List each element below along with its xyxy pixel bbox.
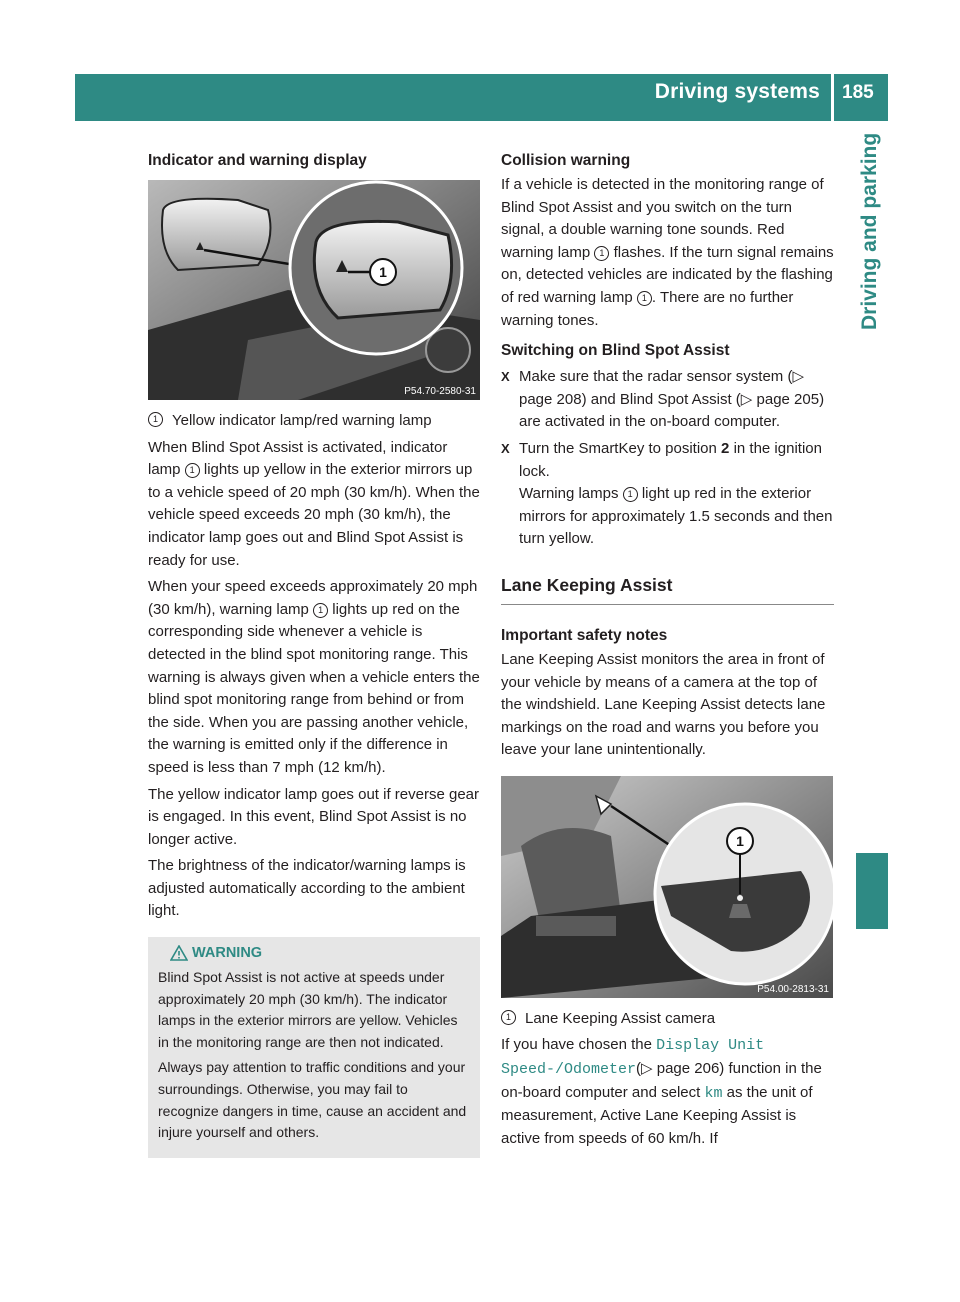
chapter-tab-marker xyxy=(856,853,888,929)
paragraph: If you have chosen the Display Unit Speed-/Odometer(▷ page 206) function in the on-board computer and select km as the unit of measurement, Active Lane Keeping Assist is active from speeds of 60 km/h. If xyxy=(501,1036,822,1147)
heading-collision-warning: Collision warning xyxy=(501,152,631,169)
instruction-step: X Turn the SmartKey to position 2 in the ignition lock. Warning lamps 1 light up red in the exterior mirrors for approximately 1.5 seconds and then turn yellow. xyxy=(501,439,833,548)
callout-ref-icon: 1 xyxy=(637,291,652,306)
heading-safety-notes: Important safety notes xyxy=(501,626,668,644)
display-text-mono: Display Unit Speed-/Odometer xyxy=(501,1037,765,1079)
warning-box xyxy=(148,937,480,1158)
figure-legend xyxy=(148,410,480,437)
figure-code: P54.00-2813-31 xyxy=(757,983,829,995)
step-arrow-icon: X xyxy=(501,369,510,385)
legend-text: Lane Keeping Assist camera xyxy=(525,1009,716,1027)
header-divider xyxy=(831,74,834,121)
legend-number-icon: 1 xyxy=(501,1010,516,1025)
display-text-mono: km xyxy=(704,1084,723,1102)
legend-text: Yellow indicator lamp/red warning lamp xyxy=(172,412,432,429)
section-title: Driving systems xyxy=(654,80,820,103)
heading-lane-keeping-assist: Lane Keeping Assist xyxy=(501,575,834,605)
warning-title: WARNING xyxy=(158,945,472,961)
chapter-tab: Driving and parking xyxy=(858,132,881,330)
interior-illustration xyxy=(501,776,833,998)
mirror-photo xyxy=(148,180,480,400)
heading-indicator-display: Indicator and warning display xyxy=(148,152,367,169)
callout-ref-icon: 1 xyxy=(594,246,609,261)
left-column xyxy=(148,150,480,1158)
callout-1: 1 xyxy=(379,264,387,280)
warning-text: Always pay attention to traffic conditions and your surroundings. Otherwise, you may fail to recognize dangers in time, cause an accident and injure yourself and others. xyxy=(158,1059,467,1141)
legend-number-icon: 1 xyxy=(148,412,163,427)
step-arrow-icon: X xyxy=(501,440,510,456)
callout-ref-icon: 1 xyxy=(313,603,328,618)
figure-code: P54.70-2580-31 xyxy=(404,386,476,397)
callout-ref-icon: 1 xyxy=(623,487,638,502)
page-number: 185 xyxy=(842,82,874,103)
mirror-illustration xyxy=(148,180,480,400)
heading-switching-on: Switching on Blind Spot Assist xyxy=(501,342,730,360)
instruction-step: X Make sure that the radar sensor system (▷ page 208) and Blind Spot Assist (▷ page 205) are activated in the on-board computer. xyxy=(501,368,825,431)
right-column xyxy=(501,150,834,1154)
paragraph: Lane Keeping Assist monitors the area in front of your vehicle by means of a camera at the top of the windshield. Lane Keeping Assist detects lane markings on the road and warns you before you leave your lane unintentionally. xyxy=(501,650,826,759)
callout-1: 1 xyxy=(736,832,744,849)
paragraph: If a vehicle is detected in the monitoring range of Blind Spot Assist and you switch on the turn signal, a double warning tone sounds. Red warning lamp 1 flashes. If the turn signal remains on, detected vehicles are indicated by the flashing of red warning lamp 1 . There are no further warning tones. xyxy=(501,176,834,329)
camera-photo xyxy=(501,776,833,998)
callout-ref-icon: 1 xyxy=(185,463,200,478)
paragraph: The brightness of the indicator/warning lamps is adjusted automatically according to the ambient light. xyxy=(148,857,466,920)
warning-text: Blind Spot Assist is not active at speeds under approximately 20 mph (30 km/h). The indicator lamps in the exterior mirrors are yellow. Vehicles in the monitoring range are then not indicated. xyxy=(158,969,458,1050)
paragraph: When Blind Spot Assist is activated, indicator lamp 1 lights up yellow in the exterior mirrors up to a vehicle speed of 20 mph (30 km/h). When the vehicle speed exceeds 20 mph (30 km/h), the indicator lamp goes out and Blind Spot Assist is ready for use. xyxy=(148,438,480,569)
paragraph: The yellow indicator lamp goes out if reverse gear is engaged. In this event, Blind Spot Assist is no longer active. xyxy=(148,785,479,848)
warning-triangle-icon xyxy=(170,945,188,961)
figure-legend xyxy=(501,1008,834,1035)
paragraph: When your speed exceeds approximately 20 mph (30 km/h), warning lamp 1 lights up red on the corresponding side whenever a vehicle is detected in the blind spot monitoring range. This warning is always given when a vehicle enters the blind spot monitoring range from behind or from the side. When you are passing another vehicle, the warning is emitted only if the difference in speed is less than 7 mph (12 km/h). xyxy=(148,578,480,776)
